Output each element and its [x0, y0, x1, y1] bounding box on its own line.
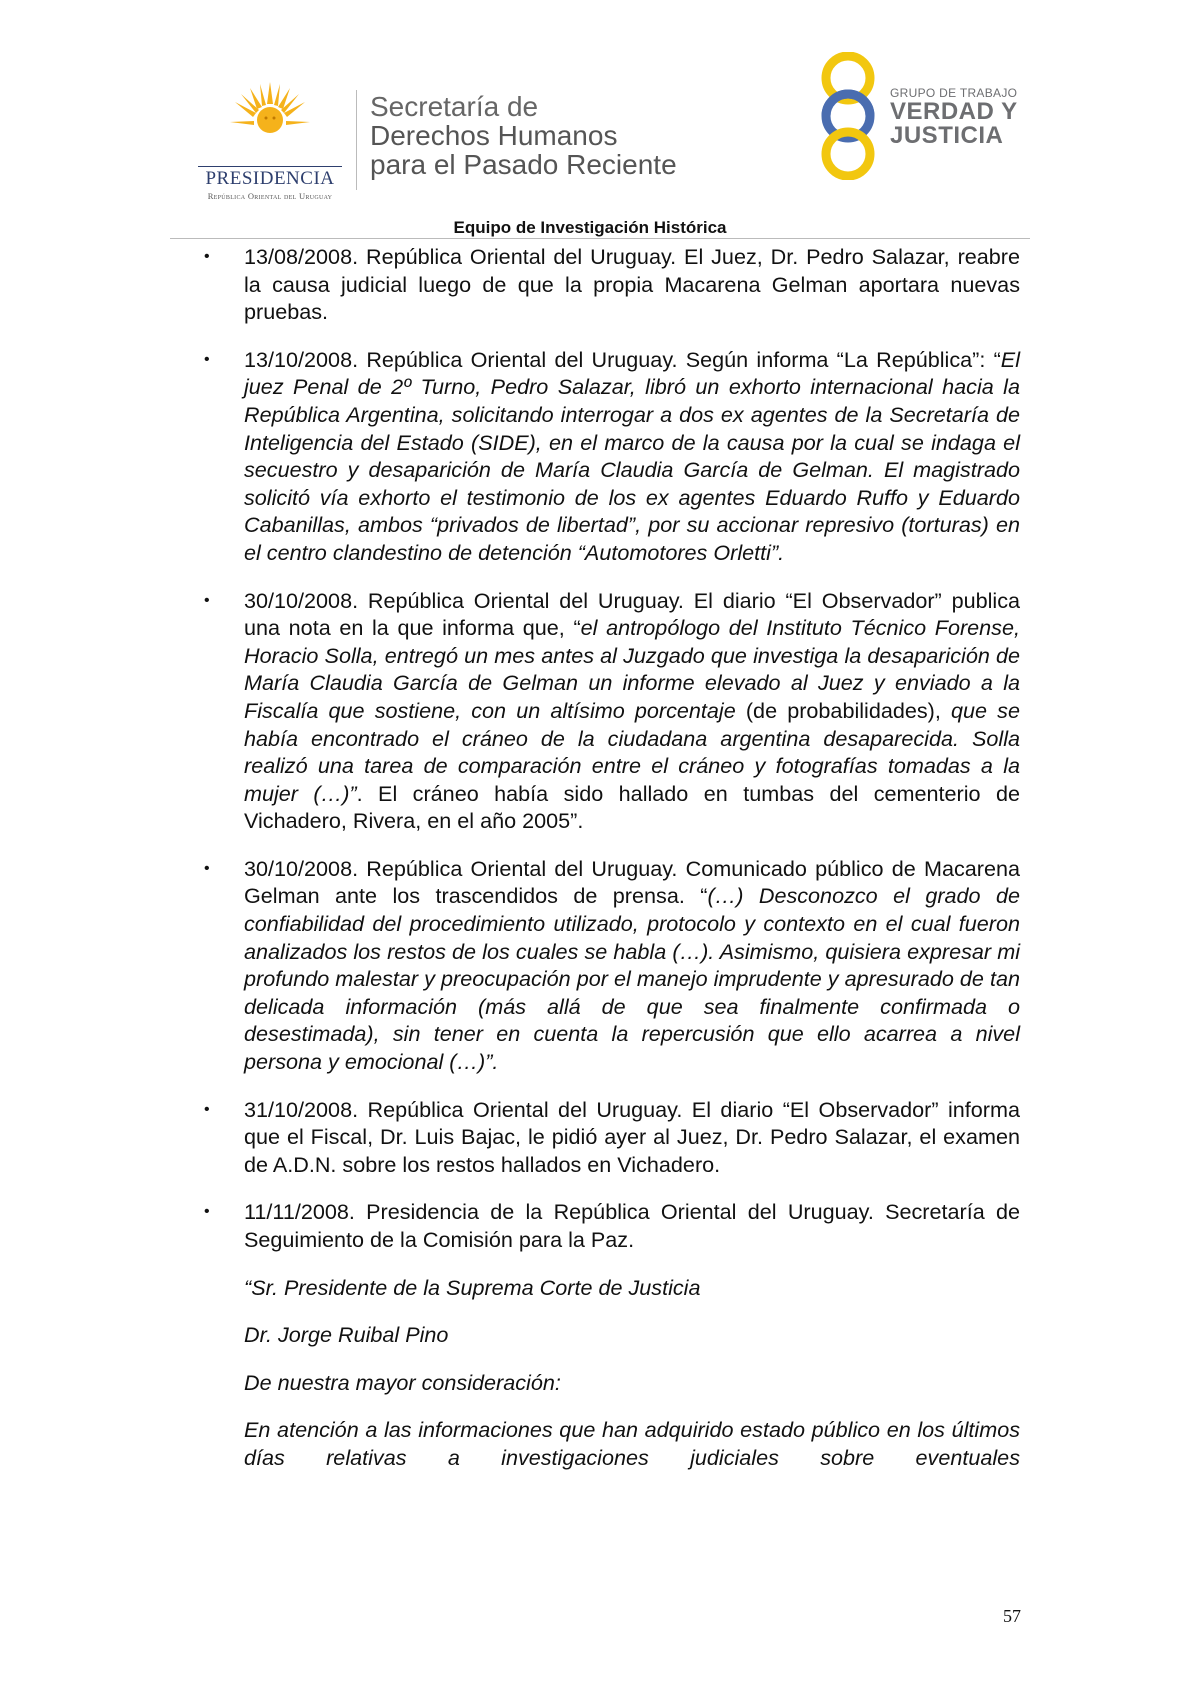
entry-segment: que se había encontrado el cráneo de la ciudadana argentina desaparecida. Solla realizó una tarea de comparación entre el cráneo y fotografías tomadas a la mujer (…)”	[244, 697, 1020, 806]
page-number: 57	[1003, 1606, 1021, 1626]
entry-text	[244, 855, 1020, 1076]
page-header	[190, 52, 1030, 201]
presidencia-logo	[190, 80, 350, 201]
quote-line-1: “Sr. Presidente de la Suprema Corte de Justicia	[244, 1274, 701, 1300]
quote-line-3: De nuestra mayor consideración:	[244, 1369, 561, 1395]
list-item	[190, 587, 1020, 835]
entry-segment: (de probabilidades),	[735, 697, 952, 723]
entry-segment: el antropólogo del Instituto Técnico Forense, Horacio Solla, entregó un mes antes al Juzgado que investiga la desaparición de María Claudia García de Gelman un informe elevado al Juez y enviado a la Fiscalía que sostiene, con un altísimo porcentaje	[244, 615, 1020, 723]
document-body	[190, 243, 1020, 1492]
grupo-line-2: JUSTICIA	[890, 122, 1004, 149]
secretaria-line-2: Derechos Humanos	[370, 120, 618, 151]
entry-segment: 30/10/2008. República Oriental del Uruguay. El diario “El Observador” publica una nota en la que informa que, “	[244, 587, 1020, 641]
grupo-line-1: VERDAD Y	[890, 98, 1018, 125]
bullet-icon: •	[204, 248, 210, 265]
presidencia-label: PRESIDENCIA	[205, 168, 335, 189]
bullet-icon: •	[204, 591, 210, 609]
bullet-icon: •	[204, 350, 210, 368]
grupo-small-label: GRUPO DE TRABAJO	[890, 86, 1018, 100]
entry-text	[244, 1198, 1020, 1253]
entry-segment: . El cráneo había sido hallado en tumbas del cementerio de Vichadero, Rivera, en el año 2005”.	[244, 780, 1020, 834]
secretaria-line-1: Secretaría de	[370, 91, 539, 122]
bullet-icon: •	[204, 859, 210, 877]
bullet-icon: •	[204, 1100, 210, 1118]
list-item	[190, 855, 1020, 1076]
logo-rule	[198, 166, 342, 167]
entry-text	[244, 587, 1020, 835]
section-title: Equipo de Investigación Histórica	[453, 218, 727, 237]
entry-text	[244, 243, 1020, 326]
list-item	[190, 243, 1020, 326]
entry-text	[244, 1096, 1020, 1179]
entry-segment: 13/08/2008. República Oriental del Uruguay. El Juez, Dr. Pedro Salazar, reabre la causa judicial luego de que la propia Macarena Gelman aportara nuevas pruebas.	[244, 244, 1020, 325]
chain-rings-icon	[812, 52, 884, 180]
entry-list	[190, 243, 1020, 1254]
header-rule	[170, 238, 1030, 239]
sun-emblem-icon	[230, 80, 310, 144]
entry-text	[244, 346, 1020, 567]
grupo-trabajo-logo	[812, 52, 1022, 182]
bullet-icon: •	[204, 1203, 210, 1221]
list-item	[190, 346, 1020, 567]
list-item	[190, 1198, 1020, 1253]
presidencia-sublabel: República Oriental del Uruguay	[207, 191, 333, 201]
quote-line-2: Dr. Jorge Ruibal Pino	[244, 1322, 449, 1348]
secretaria-logo-text	[370, 92, 677, 179]
entry-segment: 13/10/2008. República Oriental del Uruguay. Según informa “La República”: “	[244, 346, 1001, 372]
entry-segment: 30/10/2008. República Oriental del Uruguay. Comunicado público de Macarena Gelman ante los trascendidos de prensa. “	[244, 855, 1020, 909]
entry-segment: El juez Penal de 2º Turno, Pedro Salazar, libró un exhorto internacional hacia la República Argentina, solicitando interrogar a dos ex agentes de la Secretaría de Inteligencia del Estado (SIDE), en el marco de la causa por la cual se indaga el secuestro y desaparición de María Claudia García de Gelman. El magistrado solicitó vía exhorto el testimonio de los ex agentes Eduardo Ruffo y Eduardo Cabanillas, ambos “privados de libertad”, por su accionar represivo (torturas) en el centro clandestino de detención “Automotores Orletti”.	[244, 346, 1020, 565]
entry-segment: 31/10/2008. República Oriental del Uruguay. El diario “El Observador” informa que el Fiscal, Dr. Luis Bajac, le pidió ayer al Juez, Dr. Pedro Salazar, el examen de A.D.N. sobre los restos hallados en Vichadero.	[244, 1096, 1020, 1177]
logo-divider	[356, 90, 357, 190]
secretaria-line-3: para el Pasado Reciente	[370, 149, 677, 180]
entry-segment: (…) Desconozco el grado de confiabilidad del procedimiento utilizado, protocolo y contexto en el cual fueron analizados los restos de los cuales se habla (…). Asimismo, quisiera expresar mi profundo malestar y preocupación por el manejo imprudente y apresurado de tan delicada información (más allá de que sea finalmente confirmada o desestimada), sin tener en cuenta la repercusión que ello acarrea a nivel persona y emocional (…)”.	[244, 883, 1020, 1075]
entry-segment: 11/11/2008. Presidencia de la República Oriental del Uruguay. Secretaría de Seguimiento de la Comisión para la Paz.	[244, 1199, 1020, 1252]
grupo-trabajo-text	[890, 86, 1018, 148]
quote-line-4: En atención a las informaciones que han adquirido estado público en los últimos días relativas a investigaciones judiciales sobre eventuales	[244, 1417, 1020, 1470]
list-item	[190, 1096, 1020, 1179]
